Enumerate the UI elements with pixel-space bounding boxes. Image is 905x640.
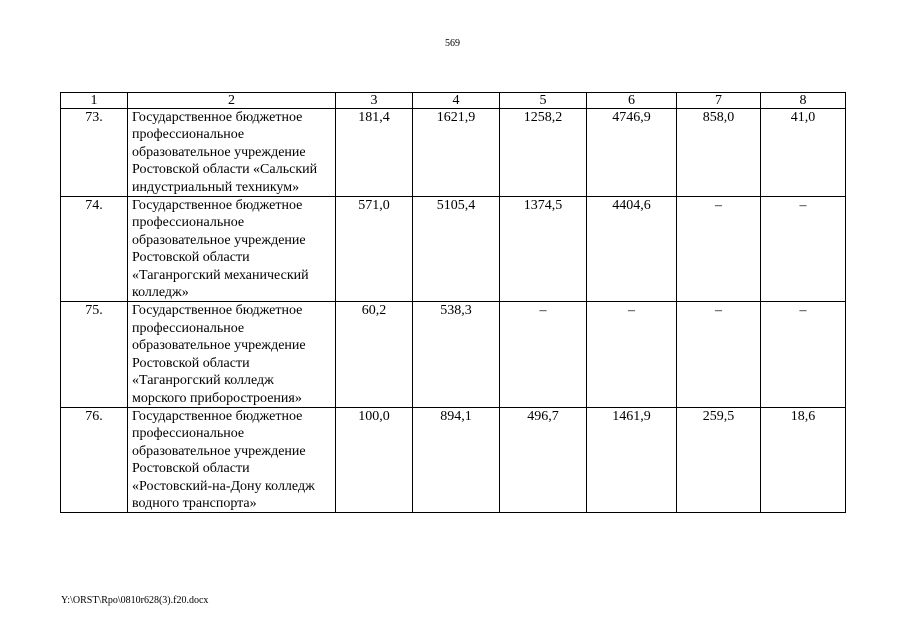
table-cell: 1621,9 [413,109,500,197]
row-number: 73. [61,109,128,197]
table-cell: 4404,6 [587,197,677,302]
institution-name: Государственное бюджетное профессиональное образовательное учреждение Ростовской области «Таганрогский колледж морского приборостроения» [128,302,336,407]
table-row [61,407,846,512]
table-row [61,197,846,302]
table-cell: 1374,5 [500,197,587,302]
column-header: 7 [677,93,761,109]
column-header: 5 [500,93,587,109]
table-cell: 894,1 [413,407,500,512]
table-cell: 571,0 [336,197,413,302]
table-cell: 100,0 [336,407,413,512]
table-cell: 60,2 [336,302,413,407]
table-cell: 5105,4 [413,197,500,302]
table-cell: – [677,197,761,302]
institution-name: Государственное бюджетное профессиональное образовательное учреждение Ростовской области «Ростовский-на-Дону колледж водного транспорта» [128,407,336,512]
column-header: 1 [61,93,128,109]
table-row [61,109,846,197]
table-cell: 41,0 [761,109,846,197]
column-header: 6 [587,93,677,109]
table-cell: 858,0 [677,109,761,197]
institution-name: Государственное бюджетное профессиональное образовательное учреждение Ростовской области «Сальский индустриальный техникум» [128,109,336,197]
table-cell: 496,7 [500,407,587,512]
column-header: 8 [761,93,846,109]
table-cell: – [587,302,677,407]
table-cell: 259,5 [677,407,761,512]
table-cell: 538,3 [413,302,500,407]
row-number: 75. [61,302,128,407]
table-cell: – [761,197,846,302]
footer-file-path: Y:\ORST\Rpo\0810r628(3).f20.docx [61,595,209,606]
column-header: 4 [413,93,500,109]
table-cell: 1258,2 [500,109,587,197]
table-cell: 1461,9 [587,407,677,512]
table-row [61,302,846,407]
page-number: 569 [445,38,460,49]
column-header: 2 [128,93,336,109]
column-header: 3 [336,93,413,109]
table-cell: – [677,302,761,407]
table-cell: 181,4 [336,109,413,197]
table-cell: – [761,302,846,407]
table-cell: 18,6 [761,407,846,512]
table-cell: 4746,9 [587,109,677,197]
row-number: 74. [61,197,128,302]
table-header-row [61,93,846,109]
table-cell: – [500,302,587,407]
institution-name: Государственное бюджетное профессиональное образовательное учреждение Ростовской области «Таганрогский механический колледж» [128,197,336,302]
data-table [60,92,846,513]
row-number: 76. [61,407,128,512]
